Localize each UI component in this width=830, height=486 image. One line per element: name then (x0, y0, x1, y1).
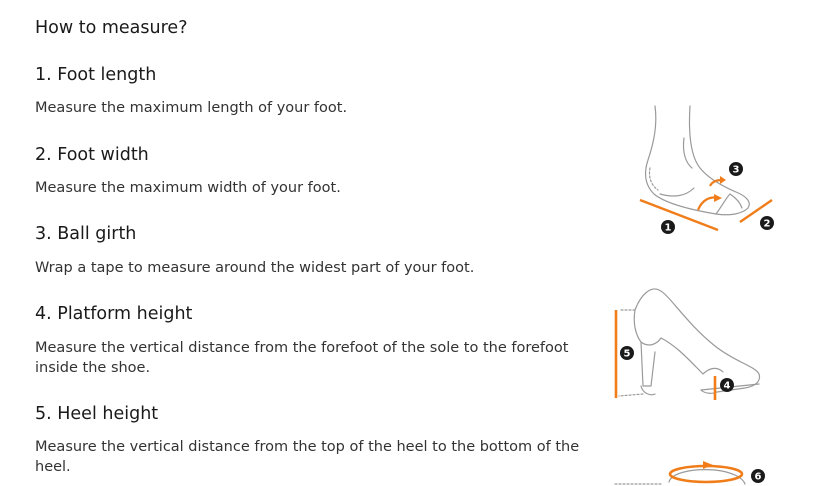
section-description: Measure the vertical distance from the forefoot of the sole to the forefoot inside the shoe. (35, 340, 569, 376)
section-heading: 4. Platform height (35, 304, 193, 324)
section-heel-height (35, 403, 580, 477)
badge-2 (760, 216, 774, 230)
section-description: Measure the maximum width of your foot. (35, 180, 341, 196)
section-description: Measure the maximum length of your foot. (35, 100, 348, 116)
foot-measurement-illustration (630, 98, 780, 238)
badge-5 (620, 346, 634, 360)
svg-text:1: 1 (664, 222, 672, 234)
svg-text:5: 5 (623, 348, 631, 360)
platform-shoe-illustration (605, 282, 780, 404)
section-ball-girth (35, 223, 580, 278)
section-foot-length (35, 64, 580, 118)
section-heading: 5. Heel height (35, 404, 159, 424)
svg-text:4: 4 (723, 380, 731, 392)
badge-6 (751, 469, 765, 483)
section-heading: 1. Foot length (35, 65, 157, 85)
svg-text:6: 6 (754, 471, 762, 483)
section-platform-height (35, 303, 580, 378)
section-description: Wrap a tape to measure around the widest part of your foot. (35, 260, 475, 276)
svg-text:2: 2 (763, 218, 771, 230)
section-foot-width (35, 144, 580, 198)
badge-3 (729, 162, 743, 176)
page-title: How to measure? (35, 18, 188, 38)
section-heading: 2. Foot width (35, 145, 149, 165)
badge-1 (661, 220, 675, 234)
section-description: Measure the vertical distance from the top of the heel to the bottom of the heel. (35, 439, 580, 475)
shoe-opening-illustration (605, 452, 780, 486)
section-heading: 3. Ball girth (35, 224, 137, 244)
badge-4 (720, 378, 734, 392)
svg-text:3: 3 (732, 164, 740, 176)
